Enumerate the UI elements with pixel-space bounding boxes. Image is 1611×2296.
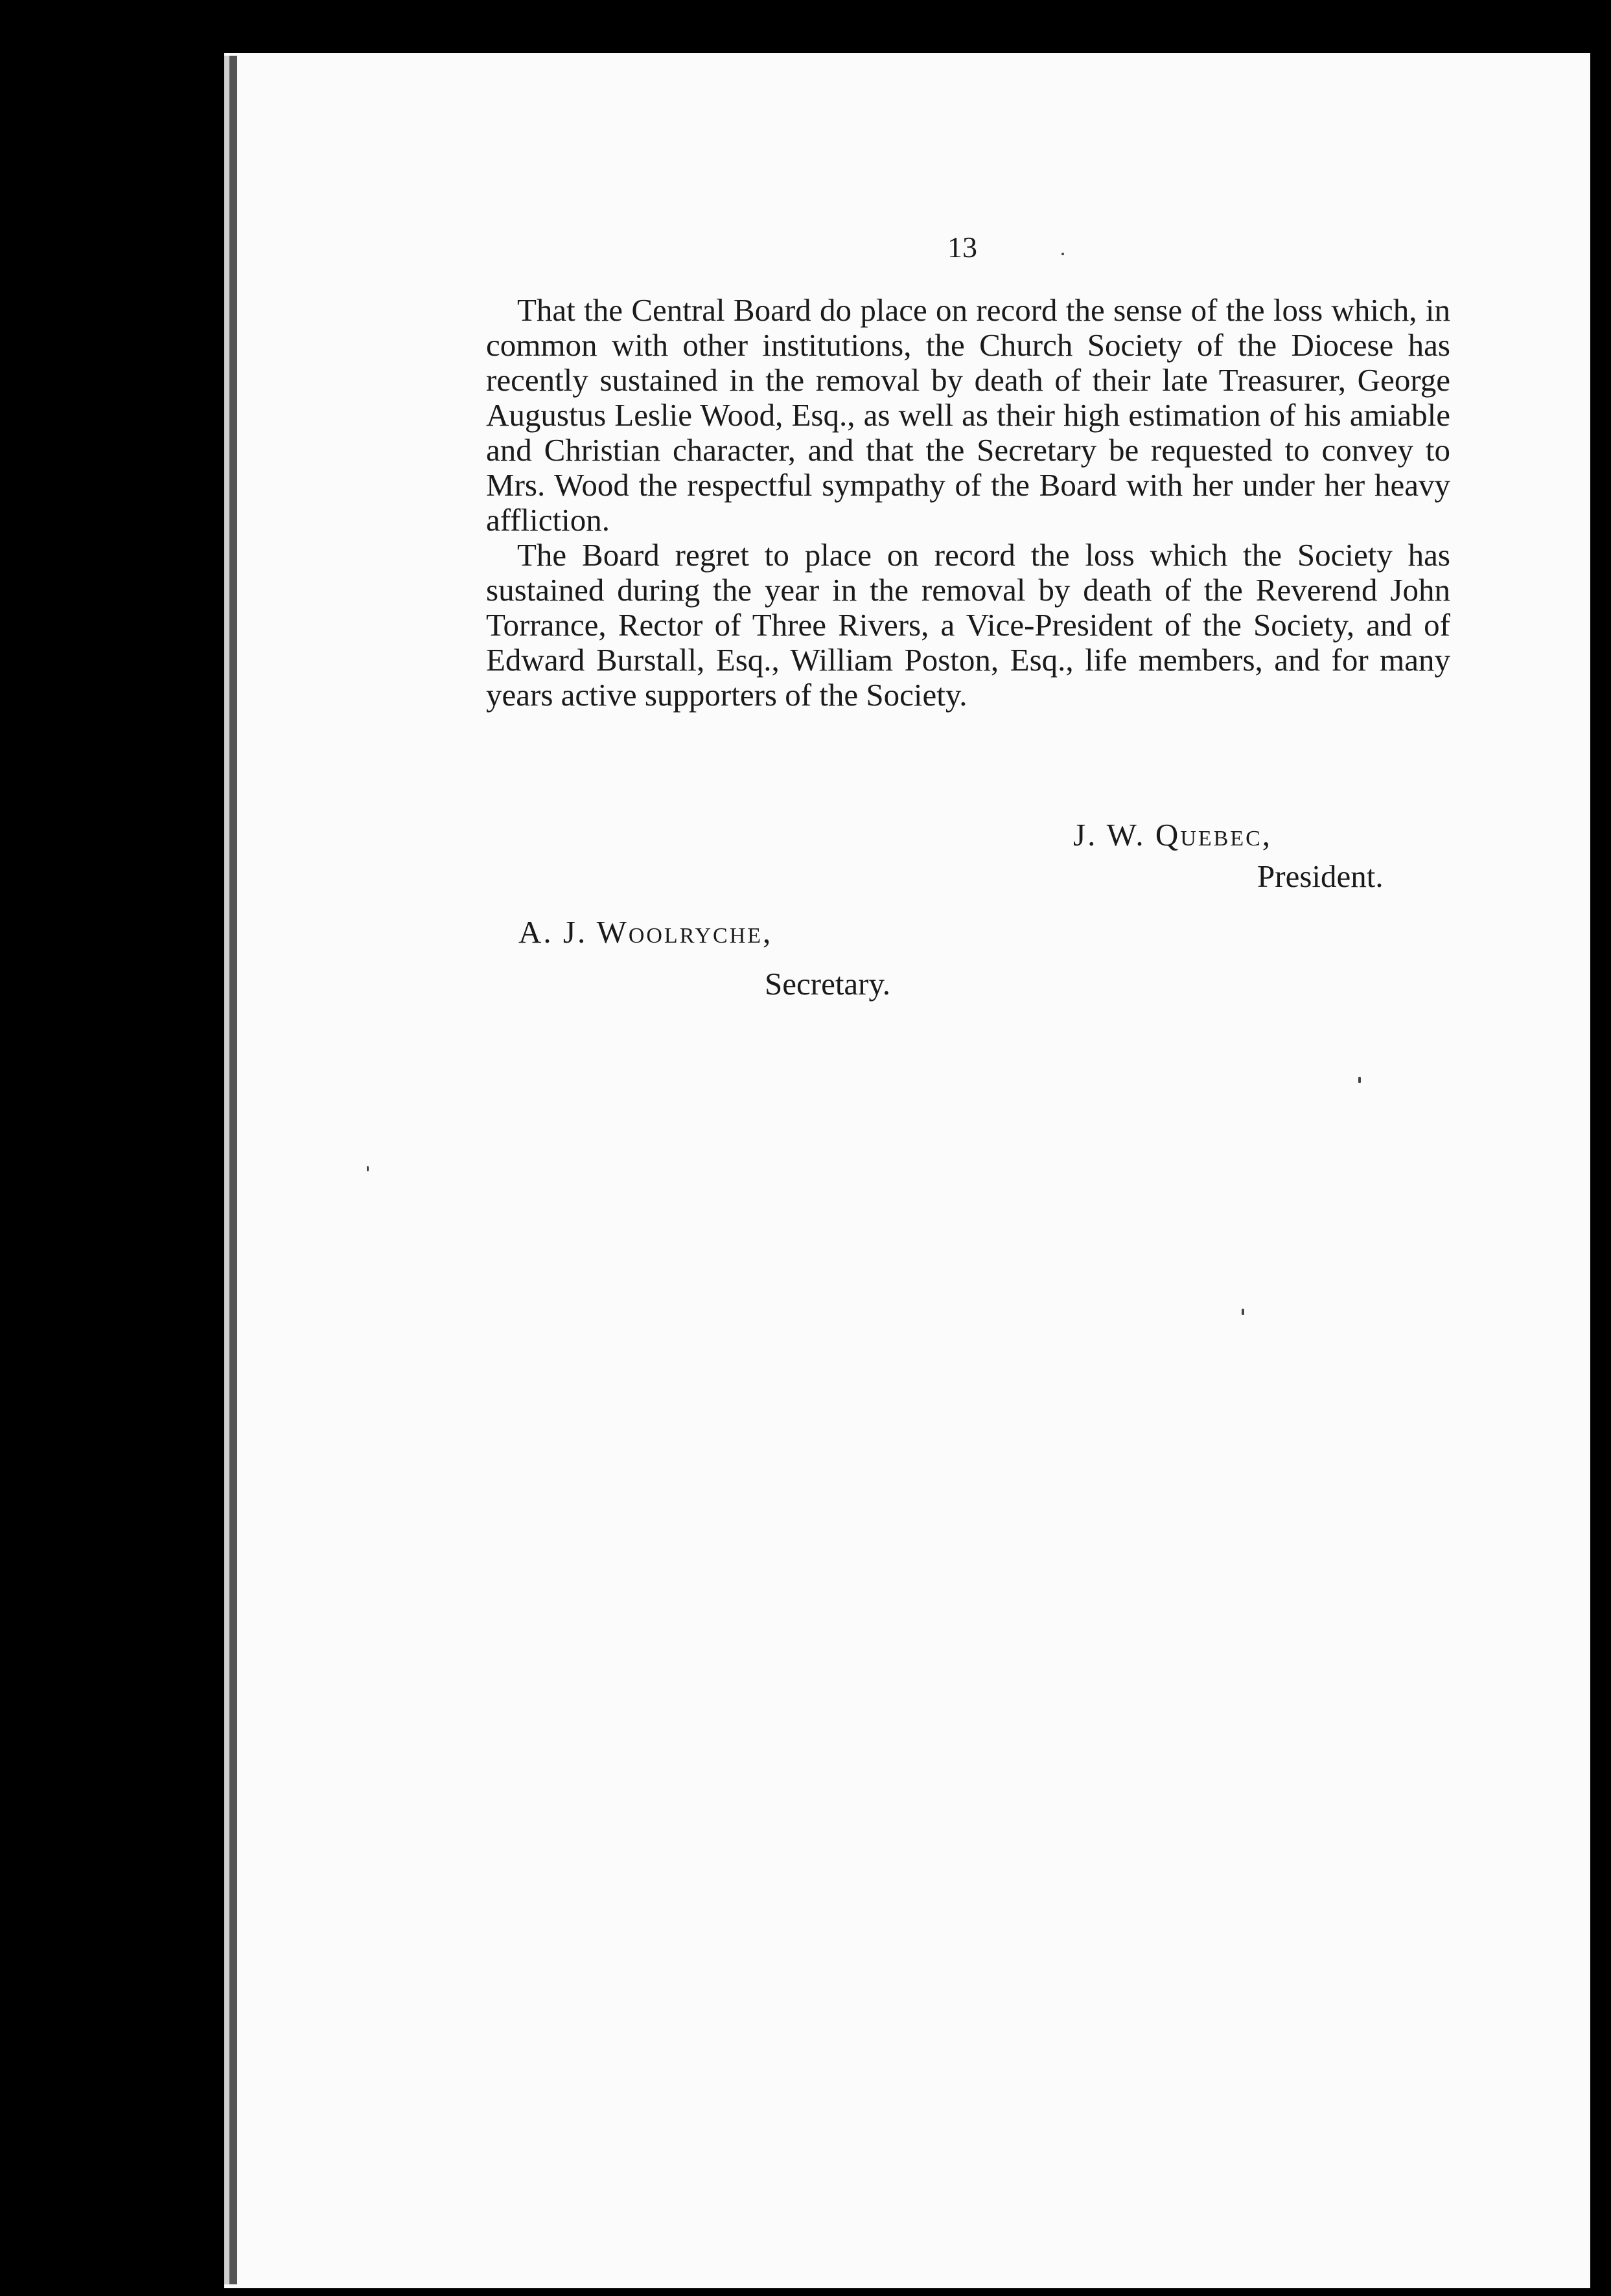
paper-speck (1242, 1309, 1244, 1315)
resolution-paragraph-1: That the Central Board do place on record the sense of the loss which, in common with other institutions, the Church Society of the Diocese has recently sustained in the removal by death of their late Treasurer, George Augustus Leslie Wood, Esq., as well as their high estimation of his amiable and Christian character, and that the Secretary be requested to convey to Mrs. Wood the respectful sympathy of the Board with her under her heavy affliction. (486, 292, 1450, 538)
page-gutter-line (229, 56, 237, 2284)
president-name: J. W. Quebec, (1073, 817, 1273, 853)
resolution-paragraph-2: The Board regret to place on record the loss which the Society has sustained during the year in the removal by death of the Reverend John Torrance, Rector of Three Rivers, a Vice-President of the Society, and of Edward Burstall, Esq., William Poston, Esq., life members, and for many years active supporters of the Society. (486, 537, 1450, 713)
resolution-text (486, 293, 1450, 713)
president-title: President. (1257, 858, 1384, 894)
paper-speck (1358, 1077, 1361, 1083)
page-number: 13 (947, 231, 977, 264)
paper-speck (367, 1166, 369, 1171)
paper-speck (1061, 253, 1064, 255)
secretary-title: Secretary. (765, 966, 891, 1002)
secretary-name: A. J. Woolryche, (518, 914, 773, 950)
page-gutter-shadow (224, 56, 229, 2284)
